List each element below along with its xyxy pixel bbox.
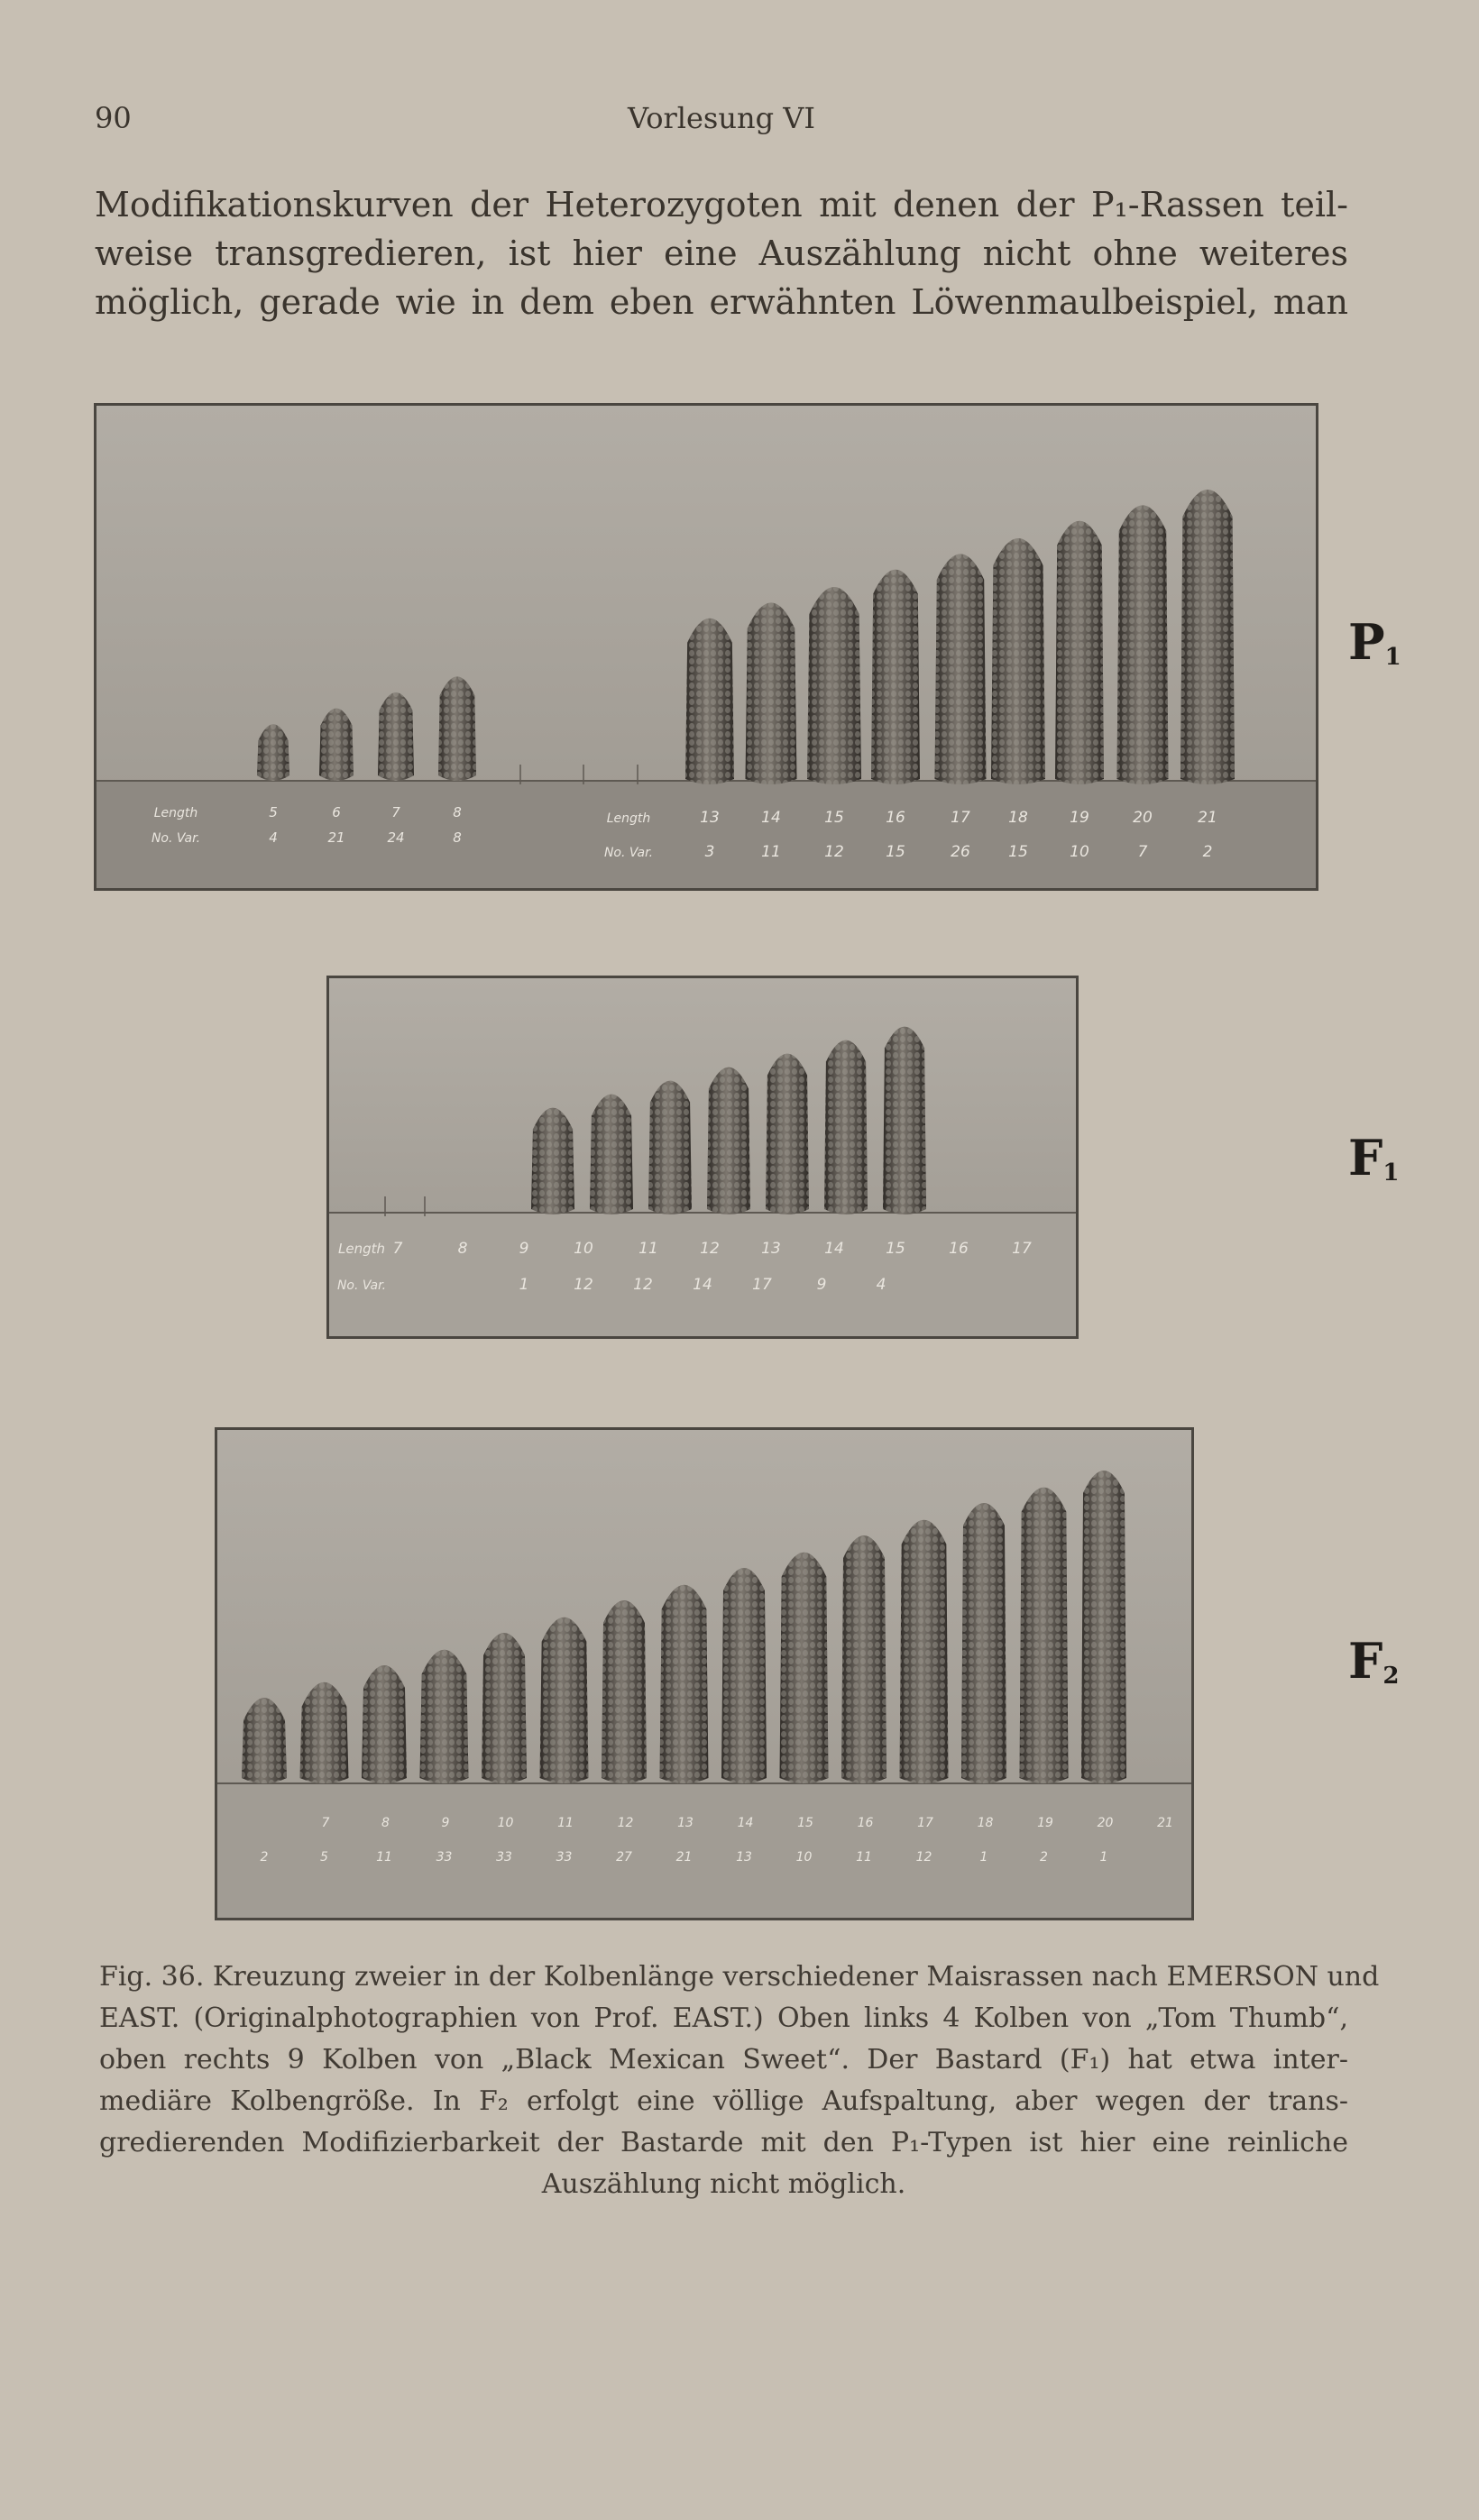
- corn-ear: [900, 1520, 949, 1783]
- corn-ear: [1055, 521, 1104, 784]
- count-value: 10: [1070, 843, 1089, 861]
- caption-line: oben rechts 9 Kolben von „Black Mexican Sweet“. Der Bastard (F₁) hat etwa inter-: [99, 2044, 1348, 2076]
- corn-ear: [766, 1054, 809, 1214]
- count-value: 7: [1137, 843, 1148, 861]
- caption-line: Fig. 36. Kreuzung zweier in der Kolbenlänge verschiedener Maisrassen nach EMERSON und: [99, 1961, 1380, 1993]
- count-value: 10: [795, 1850, 813, 1865]
- count-value: 24: [387, 829, 405, 846]
- chapter-title: Vorlesung VI: [628, 101, 815, 135]
- corn-ear: [1081, 1471, 1126, 1783]
- corn-ear: [721, 1568, 767, 1783]
- count-value: 26: [951, 843, 970, 861]
- count-value: 21: [675, 1850, 693, 1865]
- panel-label-f2: $F_2$: [1348, 1632, 1400, 1690]
- count-value: 4: [876, 1276, 886, 1294]
- running-head: [95, 101, 1348, 146]
- corn-ear: [660, 1585, 709, 1783]
- length-value: 7: [321, 1816, 330, 1830]
- length-label: Length: [606, 811, 651, 826]
- length-value: 15: [824, 809, 844, 827]
- count-value: 12: [915, 1850, 932, 1865]
- caption-line: EAST. (Originalphotographien von Prof. EAST.) Oben links 4 Kolben von „Tom Thumb“,: [99, 2002, 1348, 2034]
- length-value: 8: [381, 1816, 390, 1830]
- corn-ear: [319, 709, 354, 781]
- corn-ear: [780, 1553, 829, 1783]
- count-value: 33: [436, 1850, 453, 1865]
- length-value: 16: [949, 1240, 969, 1258]
- photo-f1-canvas: [329, 978, 1076, 1336]
- length-value: 5: [269, 804, 278, 820]
- count-value: 1: [519, 1276, 529, 1294]
- length-value: 7: [392, 1240, 403, 1258]
- length-value: 16: [857, 1816, 874, 1830]
- corn-ear: [590, 1095, 633, 1214]
- count-value: 33: [556, 1850, 573, 1865]
- length-value: 14: [737, 1816, 754, 1830]
- length-value: 15: [886, 1240, 905, 1258]
- count-value: 11: [761, 843, 781, 861]
- count-value: 33: [496, 1850, 512, 1865]
- count-value: 4: [269, 829, 278, 846]
- panel-label-p1: $P_1$: [1348, 613, 1401, 671]
- length-value: 12: [700, 1240, 720, 1258]
- count-value: 14: [693, 1276, 712, 1294]
- photo-f1: [326, 976, 1079, 1339]
- photo-p1-canvas: [96, 406, 1316, 888]
- length-value: 18: [1008, 809, 1028, 827]
- corn-ear: [961, 1503, 1006, 1783]
- count-label: No. Var.: [603, 846, 654, 860]
- count-value: 27: [616, 1850, 632, 1865]
- length-value: 10: [574, 1240, 593, 1258]
- corn-ear: [871, 570, 920, 784]
- length-value: 17: [1012, 1240, 1032, 1258]
- photo-f2-canvas: [217, 1430, 1191, 1918]
- count-value: 2: [1040, 1850, 1048, 1865]
- corn-ear: [883, 1027, 926, 1214]
- caption-line: mediäre Kolbengröße. In F₂ erfolgt eine völlige Aufspaltung, aber wegen der trans-: [99, 2085, 1348, 2117]
- corn-ear: [602, 1600, 647, 1783]
- corn-ear: [707, 1068, 750, 1214]
- length-value: 21: [1198, 809, 1217, 827]
- count-label: No. Var.: [151, 831, 201, 846]
- length-value: 10: [497, 1816, 514, 1830]
- length-value: 17: [951, 809, 970, 827]
- body-line: möglich, gerade wie in dem eben erwähnten Löwenmaulbeispiel, man: [95, 282, 1348, 322]
- length-value: 13: [700, 809, 720, 827]
- length-value: 15: [797, 1816, 813, 1830]
- length-value: 18: [977, 1816, 994, 1830]
- length-value: 14: [761, 809, 781, 827]
- body-line: weise transgredieren, ist hier eine Auszählung nicht ohne weiteres: [95, 234, 1348, 273]
- length-value: 11: [638, 1240, 658, 1258]
- caption-line: Auszählung nicht möglich.: [541, 2168, 906, 2200]
- length-value: 11: [557, 1816, 574, 1830]
- length-value: 13: [761, 1240, 781, 1258]
- corn-ear: [935, 554, 987, 784]
- corn-ear: [540, 1617, 589, 1783]
- corn-ear: [746, 602, 797, 784]
- corn-ear: [841, 1535, 886, 1783]
- page-number: 90: [95, 101, 132, 135]
- length-value: 19: [1070, 809, 1089, 827]
- count-value: 12: [574, 1276, 593, 1294]
- length-value: 14: [824, 1240, 844, 1258]
- length-value: 9: [441, 1816, 450, 1830]
- count-value: 1: [1099, 1850, 1108, 1865]
- photo-f2: [215, 1427, 1194, 1920]
- corn-ear: [482, 1633, 527, 1783]
- length-value: 19: [1037, 1816, 1053, 1830]
- corn-ear: [1020, 1488, 1069, 1783]
- corn-ear: [300, 1682, 349, 1783]
- corn-ear: [378, 692, 414, 781]
- length-value: 8: [457, 1240, 468, 1258]
- count-value: 11: [856, 1850, 872, 1865]
- length-value: 20: [1133, 809, 1153, 827]
- caption-line: gredierenden Modifizierbarkeit der Bastarde mit den P₁-Typen ist hier eine reinliche: [99, 2127, 1348, 2158]
- corn-ear: [531, 1108, 574, 1214]
- length-value: 9: [519, 1240, 529, 1258]
- length-label: Length: [153, 806, 198, 820]
- corn-ear: [362, 1665, 407, 1783]
- corn-ear: [991, 538, 1045, 784]
- count-value: 15: [886, 843, 905, 861]
- count-value: 15: [1008, 843, 1028, 861]
- length-value: 16: [886, 809, 905, 827]
- body-line: Modifikationskurven der Heterozygoten mit denen der P₁-Rassen teil-: [95, 185, 1348, 225]
- length-label: Length: [337, 1241, 386, 1257]
- count-value: 9: [816, 1276, 827, 1294]
- corn-ear: [824, 1040, 868, 1214]
- panel-label-f1: $F_1$: [1348, 1129, 1400, 1187]
- corn-ear: [438, 676, 476, 781]
- count-value: 12: [633, 1276, 653, 1294]
- photo-p1: [94, 403, 1318, 891]
- length-value: 20: [1097, 1816, 1114, 1830]
- length-value: 6: [332, 804, 341, 820]
- length-value: 12: [617, 1816, 634, 1830]
- length-value: 8: [453, 804, 462, 820]
- corn-ear: [648, 1081, 692, 1214]
- count-value: 21: [327, 829, 345, 846]
- count-value: 8: [453, 829, 462, 846]
- count-value: 12: [824, 843, 844, 861]
- corn-ear: [1117, 505, 1169, 784]
- count-value: 2: [260, 1850, 269, 1865]
- length-value: 7: [391, 804, 400, 820]
- corn-ear: [420, 1650, 469, 1783]
- count-value: 17: [752, 1276, 772, 1294]
- count-value: 5: [320, 1850, 328, 1865]
- count-value: 11: [376, 1850, 392, 1865]
- length-value: 17: [917, 1816, 933, 1830]
- length-value: 21: [1157, 1816, 1173, 1830]
- corn-ear: [807, 587, 861, 784]
- count-value: 1: [979, 1850, 988, 1865]
- count-value: 3: [704, 843, 715, 861]
- body-paragraph: [95, 180, 1348, 326]
- length-value: 13: [677, 1816, 694, 1830]
- count-value: 13: [736, 1850, 752, 1865]
- count-label: No. Var.: [336, 1278, 387, 1293]
- corn-ear: [1180, 490, 1235, 784]
- count-value: 2: [1202, 843, 1213, 861]
- corn-ear: [685, 619, 734, 784]
- figure-caption: [99, 1956, 1380, 2205]
